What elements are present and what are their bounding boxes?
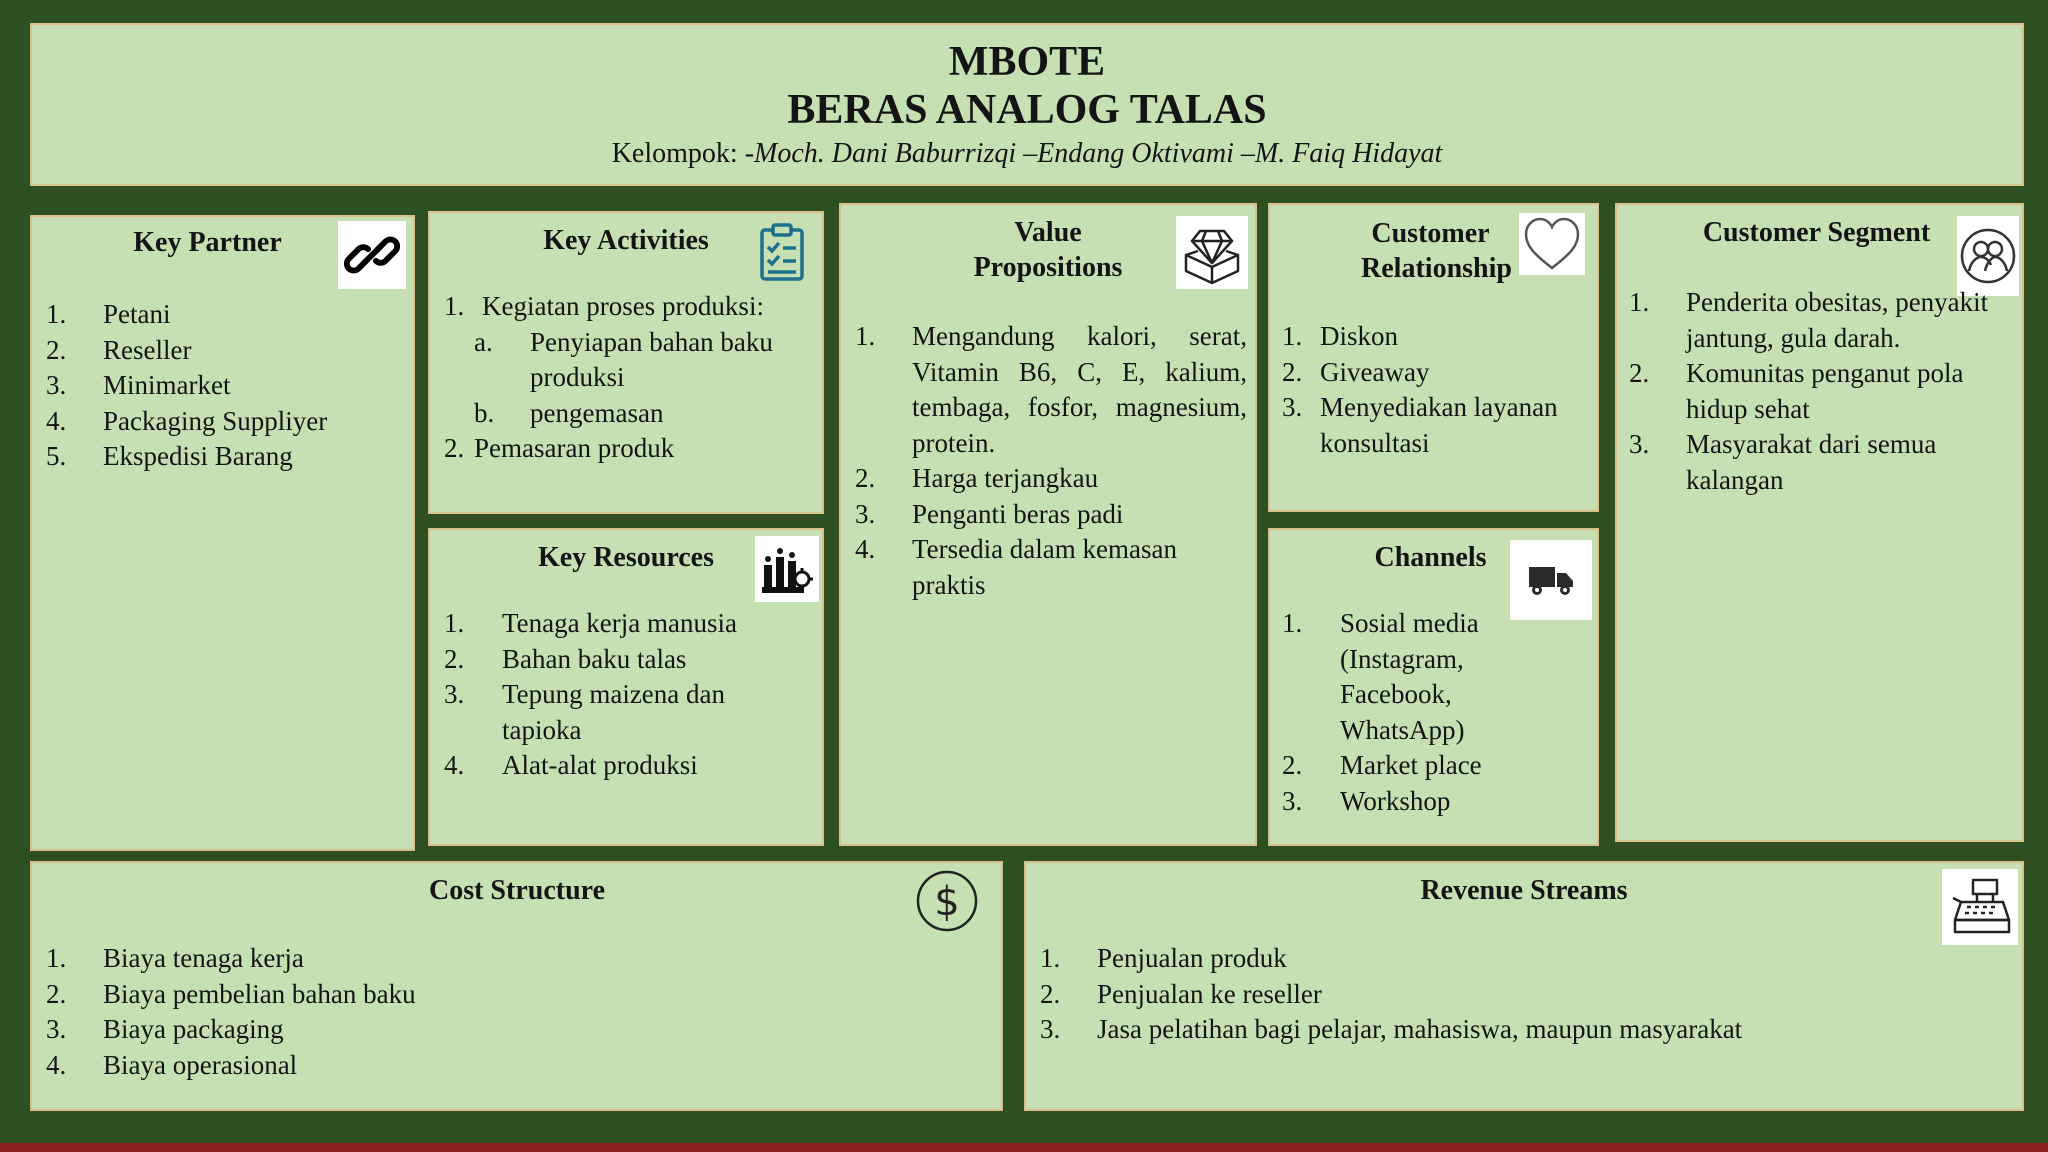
list-item: 3. Menyediakan layanan konsultasi <box>1282 392 1558 458</box>
channels-list <box>1282 606 1532 819</box>
channels-box <box>1268 528 1599 846</box>
value-propositions-title-line1: Value <box>1014 217 1082 248</box>
customer-relationship-box <box>1268 203 1599 512</box>
list-item: 5. Ekspedisi Barang <box>46 441 293 471</box>
value-propositions-list <box>855 319 1247 603</box>
svg-text:$: $ <box>934 879 960 925</box>
revenue-streams-title: Revenue Streams <box>1420 875 1628 906</box>
list-item: 2. Biaya pembelian bahan baku <box>46 978 416 1009</box>
list-item: 2. Bahan baku talas <box>444 643 687 674</box>
list-item: 3. Penganti beras padi <box>855 498 1124 529</box>
cost-structure-list <box>46 941 606 1083</box>
list-item: 3. Tepung maizena dan tapioka <box>444 679 726 745</box>
customer-relationship-list <box>1282 319 1592 461</box>
heart-icon <box>1519 213 1585 275</box>
cost-structure-box <box>30 861 1003 1111</box>
list-item: 2. Giveaway <box>1282 356 1430 387</box>
key-activities-title: Key Activities <box>543 225 709 256</box>
factory-icon <box>755 536 819 602</box>
key-resources-title: Key Resources <box>538 542 714 573</box>
list-item: 4. Biaya operasional <box>46 1049 298 1080</box>
cash-register-icon <box>1942 869 2018 945</box>
list-item: 2. Penjualan ke reseller <box>1040 978 1322 1009</box>
list-item: 3. Masyarakat dari semua kalangan <box>1629 429 1937 495</box>
list-item: 3. Biaya packaging <box>46 1014 284 1044</box>
key-partner-title: Key Partner <box>133 227 282 258</box>
customer-relationship-title-line1: Customer <box>1371 218 1490 249</box>
key-activities-box <box>428 211 824 514</box>
list-item: 1. Penderita obesitas, penyakit jantung, gula darah. <box>1629 287 1989 353</box>
key-activities-list <box>444 289 816 467</box>
list-item: 2. Harga terjangkau <box>855 463 1099 493</box>
list-item: 3. Minimarket <box>46 370 231 400</box>
group-members: -Moch. Dani Baburrizqi –Endang Oktivami –M. Faiq Hidayat <box>744 138 1443 169</box>
group-label: Kelompok: <box>611 138 745 169</box>
people-circle-icon <box>1957 216 2019 296</box>
clipboard-checklist-icon <box>754 221 810 283</box>
list-item: 2. Market place <box>1282 750 1482 780</box>
list-item: 4. Tersedia dalam kemasan praktis <box>855 534 1177 600</box>
channels-title: Channels <box>1374 542 1487 573</box>
key-resources-list <box>444 606 774 784</box>
list-item: 1. Penjualan produk <box>1040 943 1287 973</box>
list-item: 2. Pemasaran produk <box>444 433 675 463</box>
revenue-streams-list <box>1040 941 1940 1048</box>
value-propositions-title-line2: Propositions <box>973 252 1123 283</box>
header-box <box>30 23 2024 186</box>
list-item: 1. Mengandung kalori, serat, Vitamin B6, C, E, kalium, tembaga, fosfor, magnesium, protein. <box>855 321 1247 458</box>
page-subtitle: BERAS ANALOG TALAS <box>787 87 1267 133</box>
bottom-accent-bar <box>0 1143 2048 1152</box>
list-item: 1. Sosial media (Instagram, Facebook, WhatsApp) <box>1282 608 1479 745</box>
page-title: MBOTE <box>948 39 1106 85</box>
list-sub-item: a. Penyiapan bahan baku produksi <box>474 326 773 392</box>
list-sub-item: b. pengemasan <box>474 397 664 428</box>
customer-relationship-title-line2: Relationship <box>1361 253 1512 284</box>
list-item: 2. Reseller <box>46 334 192 365</box>
key-partner-box <box>30 215 415 851</box>
list-item: 1. Biaya tenaga kerja <box>46 943 304 973</box>
group-line <box>32 137 2022 171</box>
list-item: 4. Packaging Suppliyer <box>46 405 328 436</box>
list-item: 1. Petani <box>46 299 171 329</box>
list-item: 3. Workshop <box>1282 785 1451 816</box>
key-resources-box <box>428 528 824 846</box>
cost-structure-title: Cost Structure <box>428 875 605 906</box>
list-item: 1. Diskon <box>1282 321 1399 351</box>
list-item: 4. Alat-alat produksi <box>444 750 698 780</box>
diamond-box-icon <box>1176 216 1248 289</box>
link-icon <box>338 221 406 289</box>
revenue-streams-box <box>1024 861 2024 1111</box>
customer-segment-list <box>1629 285 2017 498</box>
list-item: 1. Kegiatan proses produksi: <box>444 291 764 321</box>
list-item: 1. Tenaga kerja manusia <box>444 608 737 638</box>
list-item: 3. Jasa pelatihan bagi pelajar, mahasiswa, maupun masyarakat <box>1040 1014 1743 1044</box>
dollar-circle-icon <box>913 867 981 935</box>
customer-segment-box <box>1615 203 2024 842</box>
customer-segment-title: Customer Segment <box>1702 217 1931 248</box>
value-propositions-box <box>839 203 1257 846</box>
list-item: 2. Komunitas penganut pola hidup sehat <box>1629 358 1964 424</box>
key-partner-list <box>46 297 406 475</box>
